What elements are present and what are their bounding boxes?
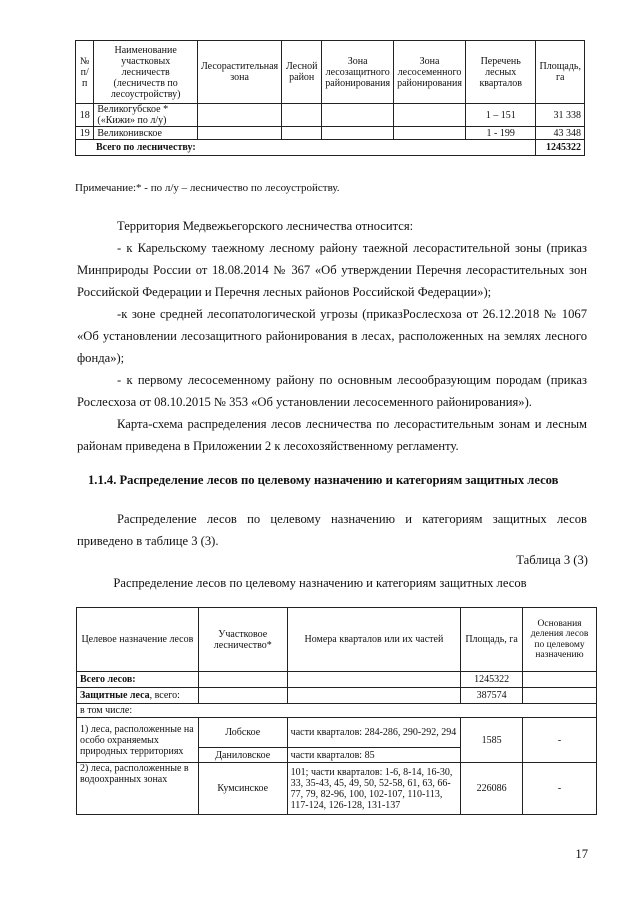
col-header-basis: Основания деления лесов по целевому назначению: [523, 608, 597, 672]
col-header-quarters: Перечень лесных кварталов: [465, 41, 536, 104]
including-label: в том числе:: [77, 704, 597, 718]
district-cell: Даниловское: [198, 748, 287, 763]
col-header-district: Участковое лесничество*: [198, 608, 287, 672]
paragraph: Территория Медвежьегорского лесничества относится:: [117, 219, 414, 233]
total-label: Всего по лесничеству:: [76, 140, 536, 156]
col-header-region: Лесной район: [282, 41, 322, 104]
paragraph: Распределение лесов по целевому назначению и категориям защитных лесов приведено в таблице 3 (3).: [77, 512, 587, 548]
protect-forests-area: 387574: [461, 688, 523, 704]
table-label: Таблица 3 (3): [516, 553, 588, 567]
purpose-cell: 1) леса, расположенные на особо охраняемых природных территориях: [77, 718, 199, 763]
col-header-area: Площадь, га: [536, 41, 585, 104]
row-name: Великонивское: [94, 127, 198, 140]
col-header-numbers: Номера кварталов или их частей: [287, 608, 460, 672]
table-title: Распределение лесов по целевому назначению и категориям защитных лесов: [113, 576, 527, 590]
forest-purpose-table: [76, 607, 597, 815]
total-area: 1245322: [536, 140, 585, 156]
page-number: 17: [575, 847, 588, 861]
paragraph: - к Карельскому таежному лесному району таежной лесорастительной зоны (приказ Минприроды России от 18.08.2014 № 367 «Об утверждении Перечня лесорастительных зон Российской Федерации и Перечня лесных районов Российской Федерации»);: [77, 241, 587, 299]
col-header-name: Наименование участковых лесничеств (лесничеств по лесоустройству): [94, 41, 198, 104]
row-area: 31 338: [536, 104, 585, 127]
row-num: 18: [76, 104, 94, 127]
district-cell: Кумсинское: [198, 763, 287, 815]
protect-forests-suffix: , всего:: [149, 690, 180, 701]
col-header-zone: Лесорастительная зона: [197, 41, 281, 104]
row-area: 43 348: [536, 127, 585, 140]
all-forests-area: 1245322: [461, 672, 523, 688]
area-cell: 1585: [461, 718, 523, 763]
forest-district-table: [75, 40, 585, 156]
protect-forests-cell: [77, 688, 199, 704]
col-header-protect: Зона лесозащитного районирования: [322, 41, 394, 104]
district-cell: Лобское: [198, 718, 287, 748]
paragraph: - к первому лесосеменному району по основным лесообразующим породам (приказ Рослесхоза от 08.10.2015 № 353 «Об установлении лесосеменного районирования»).: [77, 373, 587, 409]
table-row: [77, 763, 597, 815]
row-quarters: 1 - 199: [465, 127, 536, 140]
all-forests-label: Всего лесов:: [77, 672, 199, 688]
paragraph: -к зоне средней лесопатологической угрозы (приказРослесхоза от 26.12.2018 № 1067 «Об установлении лесозащитного районирования в лесах, расположенных на землях лесного фонда»);: [77, 307, 587, 365]
table-row: [76, 127, 585, 140]
table-note: Примечание:* - по л/у – лесничество по лесоустройству.: [75, 182, 340, 194]
row-quarters: 1 – 151: [465, 104, 536, 127]
col-header-purpose: Целевое назначение лесов: [77, 608, 199, 672]
table-row: [77, 718, 597, 748]
table-header-row: [77, 608, 597, 672]
basis-cell: -: [523, 718, 597, 763]
section-heading: 1.1.4. Распределение лесов по целевому назначению и категориям защитных лесов: [88, 473, 559, 487]
numbers-cell: 101; части кварталов: 1-6, 8-14, 16-30, 33, 35-43, 45, 49, 50, 52-58, 61, 63, 66-77, 79, 82-96, 100, 102-107, 110-113, 117-124, 126-128, 131-137: [287, 763, 460, 815]
table-header-row: [76, 41, 585, 104]
numbers-cell: части кварталов: 85: [287, 748, 460, 763]
col-header-num: № п/п: [76, 41, 94, 104]
table-row-all: [77, 672, 597, 688]
table-row-protect: [77, 688, 597, 704]
table-total-row: [76, 140, 585, 156]
protect-forests-label: Защитные леса: [80, 690, 150, 701]
purpose-cell: 2) леса, расположенные в водоохранных зонах: [77, 763, 199, 815]
table-row-incl: [77, 704, 597, 718]
basis-cell: -: [523, 763, 597, 815]
paragraph: Карта-схема распределения лесов лесничества по лесорастительным зонам и лесным районам приведена в Приложении 2 к лесохозяйственному регламенту.: [77, 417, 587, 453]
area-cell: 226086: [461, 763, 523, 815]
table-row: [76, 104, 585, 127]
col-header-area: Площадь, га: [461, 608, 523, 672]
col-header-seed: Зона лесосеменного районирования: [394, 41, 466, 104]
row-num: 19: [76, 127, 94, 140]
numbers-cell: части кварталов: 284-286, 290-292, 294: [287, 718, 460, 748]
row-name: Великогубское * («Кижи» по л/у): [94, 104, 198, 127]
